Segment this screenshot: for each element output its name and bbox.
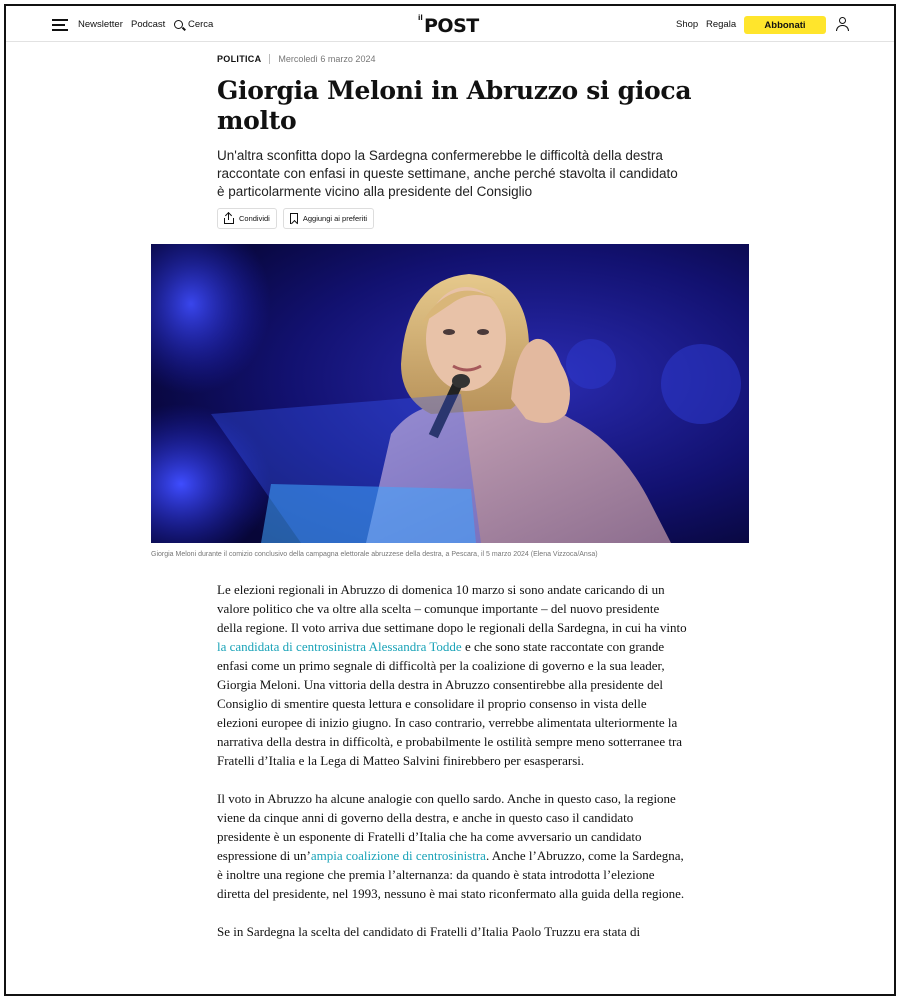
paragraph-text: Il voto in Abruzzo ha alcune analogie con quello sardo. Anche in questo caso, la regione viene da cinque anni di governo della destra, e anche in questo caso il candidato presidente è un esponente di Fratelli d’Italia che ha come avversario un candidato espressione di un’ <box>217 791 676 863</box>
hero-photo-illustration <box>151 244 749 543</box>
nav-newsletter[interactable]: Newsletter <box>78 19 123 30</box>
article-body <box>217 580 687 960</box>
image-caption: Giorgia Meloni durante il comizio conclusivo della campagna elettorale abruzzese della destra, a Pescara, il 5 marzo 2024 (Elena Vizzoca/Ansa) <box>151 551 598 558</box>
article-paragraph <box>217 580 687 770</box>
article-category[interactable]: POLITICA <box>217 54 262 64</box>
site-logo[interactable] <box>418 14 488 36</box>
bookmark-icon <box>290 213 298 224</box>
article-date: Mercoledì 6 marzo 2024 <box>278 54 376 64</box>
save-favorite-label: Aggiungi ai preferiti <box>302 214 368 223</box>
paragraph-text: Se in Sardegna la scelta del candidato di Fratelli d’Italia Paolo Truzzu era stata di <box>217 924 641 939</box>
share-label: Condividi <box>239 214 270 223</box>
subscribe-button[interactable]: Abbonati <box>744 16 826 34</box>
save-favorite-button[interactable] <box>283 208 374 229</box>
article-meta <box>217 54 375 64</box>
menu-icon[interactable] <box>52 19 68 31</box>
paragraph-text: . Anche l’Abruzzo, come la Sardegna, è inoltre una regione che premia l’alternanza: da quando è stata introdotta l’elezione diretta del presidente, nel 1993, nessuno è mai stato riconfermato alla guida della regione. <box>217 848 685 901</box>
share-button[interactable] <box>217 208 277 229</box>
article-subtitle: Un'altra sconfitta dopo la Sardegna confermerebbe le difficoltà della destra raccontate con enfasi in queste settimane, anche perché stavolta il candidato è particolarmente vicino alla presidente del Consiglio <box>217 148 678 199</box>
article-paragraph <box>217 922 687 941</box>
article-title: Giorgia Meloni in Abruzzo si gioca molto <box>217 76 692 135</box>
inline-link[interactable]: ampia coalizione di centrosinistra <box>310 848 486 863</box>
nav-shop[interactable]: Shop <box>676 19 699 30</box>
logo-main-text: POST <box>424 15 479 37</box>
meta-divider <box>269 54 270 64</box>
nav-search[interactable] <box>174 19 213 30</box>
user-account-icon[interactable] <box>836 17 850 31</box>
share-icon <box>224 214 234 224</box>
browser-frame <box>4 4 896 996</box>
article-paragraph <box>217 789 687 903</box>
hero-image <box>151 244 749 543</box>
inline-link[interactable]: la candidata di centrosinistra Alessandra Todde <box>217 639 462 654</box>
paragraph-text: e che sono state raccontate con grande enfasi come un primo segnale di difficoltà per la coalizione di governo e la sua leader, Giorgia Meloni. Una vittoria della destra in Abruzzo consentirebbe alla presidente del Consiglio di smentire questa lettura e consolidare il proprio consenso in vista delle elezioni europee di inizio giugno. In caso contrario, verrebbe alimentata ulteriormente la narrativa della destra in difficoltà, e probabilmente le ostilità sempre meno sotterranee tra Fratelli d’Italia e la Lega di Matteo Salvini finirebbero per esasperarsi. <box>217 639 683 768</box>
article-actions <box>217 208 374 229</box>
nav-podcast[interactable]: Podcast <box>131 19 166 30</box>
nav-regala[interactable]: Regala <box>706 19 737 30</box>
search-icon <box>174 20 183 29</box>
logo-small-text: il <box>418 14 423 22</box>
site-header <box>6 6 894 42</box>
search-label: Cerca <box>188 19 214 30</box>
paragraph-text: Le elezioni regionali in Abruzzo di domenica 10 marzo si sono andate caricando di un valore politico che va oltre alla scelta – comunque importante – del nuovo presidente della regione. Il voto arriva due settimane dopo le regionali della Sardegna, in cui ha vinto <box>217 582 687 635</box>
